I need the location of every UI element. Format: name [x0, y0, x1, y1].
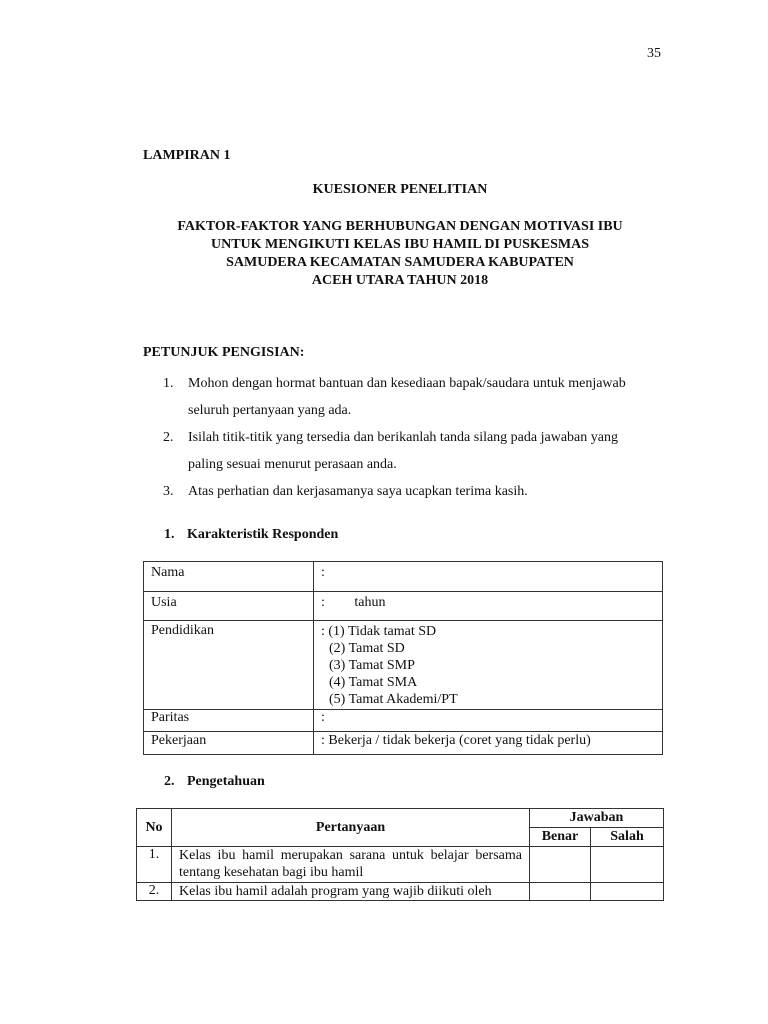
row-number: 2.: [137, 883, 172, 901]
instructions-heading: PETUNJUK PENGISIAN:: [143, 345, 305, 360]
study-title-line: ACEH UTARA TAHUN 2018: [311, 273, 489, 288]
instruction-text-cont: paling sesuai menurut perasaan anda.: [188, 457, 397, 472]
table-row: [144, 562, 663, 592]
table-row: [144, 592, 663, 621]
row-label-paritas: Paritas: [144, 710, 314, 732]
questionnaire-title: KUESIONER PENELITIAN: [312, 182, 488, 197]
instruction-item: [143, 370, 663, 424]
usia-field[interactable]: [314, 592, 663, 621]
instruction-number: 1.: [163, 376, 174, 391]
answer-false-cell[interactable]: [591, 847, 664, 883]
usia-unit: tahun: [354, 595, 386, 610]
instruction-text: Atas perhatian dan kerjasamanya saya ucapkan terima kasih.: [188, 484, 528, 499]
answer-true-cell[interactable]: [530, 883, 591, 901]
answer-true-cell[interactable]: [530, 847, 591, 883]
usia-colon: :: [321, 595, 325, 610]
table-row: [137, 847, 664, 883]
pendidikan-option: (3) Tamat SMP: [329, 658, 415, 673]
header-true: Benar: [530, 828, 591, 847]
pekerjaan-field[interactable]: : Bekerja / tidak bekerja (coret yang tidak perlu): [314, 732, 663, 755]
row-number: 1.: [137, 847, 172, 883]
answer-false-cell[interactable]: [591, 883, 664, 901]
paritas-field[interactable]: :: [314, 710, 663, 732]
header-no: No: [137, 809, 172, 847]
row-label-pendidikan: Pendidikan: [144, 621, 314, 710]
nama-field[interactable]: :: [314, 562, 663, 592]
header-false: Salah: [591, 828, 664, 847]
question-text: Kelas ibu hamil merupakan sarana untuk belajar bersama tentang kesehatan bagi ibu hamil: [172, 847, 530, 883]
pendidikan-option: : (1) Tidak tamat SD: [321, 624, 437, 639]
question-text: Kelas ibu hamil adalah program yang wajib diikuti oleh: [172, 883, 530, 901]
table-row: [144, 732, 663, 755]
instruction-number: 2.: [163, 430, 174, 445]
instruction-text: Mohon dengan hormat bantuan dan kesediaan bapak/saudara untuk menjawab: [188, 376, 626, 391]
instruction-text-cont: seluruh pertanyaan yang ada.: [188, 403, 352, 418]
study-title: [100, 218, 700, 290]
instruction-text: Isilah titik-titik yang tersedia dan berikanlah tanda silang pada jawaban yang: [188, 430, 618, 445]
page-number: 35: [647, 46, 661, 61]
table-header-row: [137, 809, 664, 828]
section-number: 1.: [164, 527, 175, 542]
respondent-characteristics-table: [143, 561, 663, 755]
pendidikan-option: (2) Tamat SD: [329, 641, 405, 656]
section-title: Pengetahuan: [187, 774, 265, 789]
header-answer: Jawaban: [530, 809, 664, 828]
pendidikan-option: (4) Tamat SMA: [329, 675, 418, 690]
instruction-number: 3.: [163, 484, 174, 499]
instruction-item: [143, 424, 663, 478]
table-row: [144, 710, 663, 732]
row-label-pekerjaan: Pekerjaan: [144, 732, 314, 755]
row-label-nama: Nama: [144, 562, 314, 592]
section-title: Karakteristik Responden: [187, 527, 339, 542]
table-row: [137, 883, 664, 901]
pendidikan-option: (5) Tamat Akademi/PT: [329, 692, 458, 707]
study-title-line: UNTUK MENGIKUTI KELAS IBU HAMIL DI PUSKESMAS: [210, 237, 590, 252]
knowledge-table: [136, 808, 664, 901]
pendidikan-options[interactable]: [314, 621, 663, 710]
instruction-item: [143, 478, 663, 505]
row-label-usia: Usia: [144, 592, 314, 621]
study-title-line: FAKTOR-FAKTOR YANG BERHUBUNGAN DENGAN MOTIVASI IBU: [177, 219, 623, 234]
appendix-label: LAMPIRAN 1: [143, 148, 231, 163]
section-number: 2.: [164, 774, 175, 789]
table-row: [144, 621, 663, 710]
instructions-list: [143, 370, 663, 505]
study-title-line: SAMUDERA KECAMATAN SAMUDERA KABUPATEN: [226, 255, 574, 270]
header-question: Pertanyaan: [172, 809, 530, 847]
